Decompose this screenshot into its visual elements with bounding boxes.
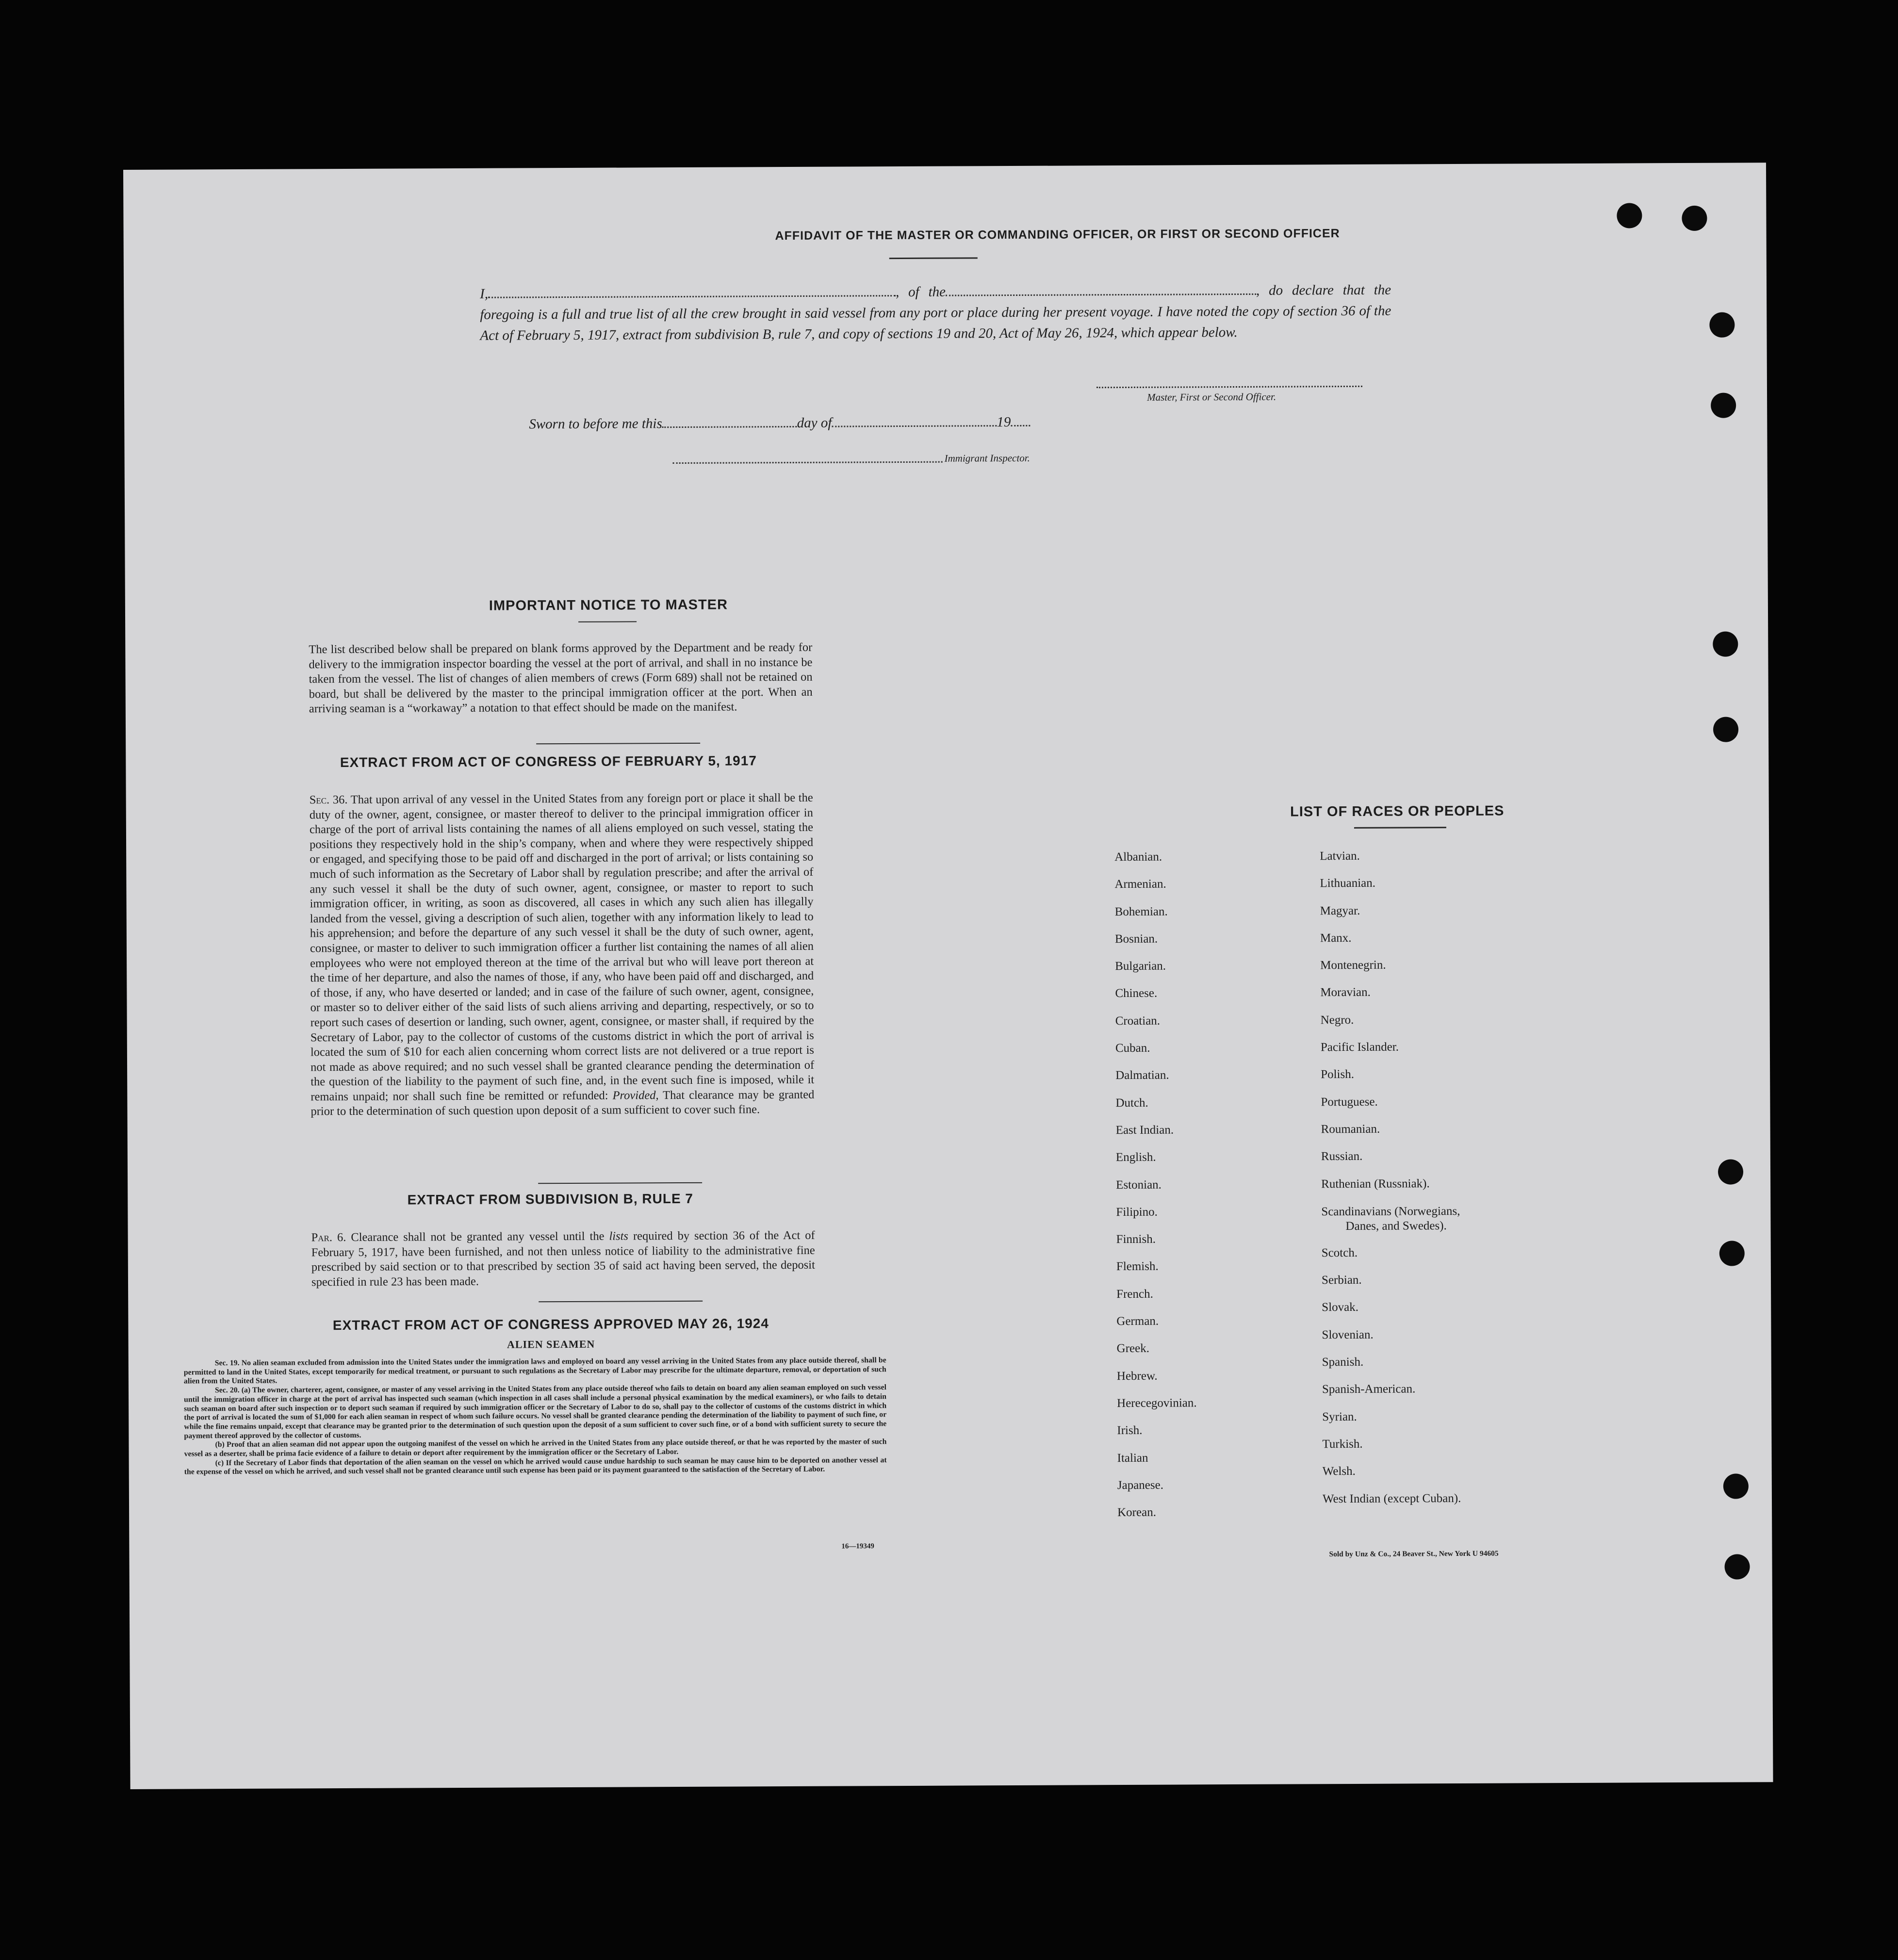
race-item: Chinese.: [1115, 987, 1158, 1000]
par-6-label: Par. 6.: [311, 1231, 346, 1244]
lists-word: lists: [609, 1229, 628, 1243]
punch-hole: [1723, 1473, 1749, 1499]
race-item: Spanish.: [1322, 1355, 1364, 1369]
race-item: Scandinavians (Norwegians,: [1321, 1204, 1460, 1219]
race-item: Bosnian.: [1114, 932, 1158, 946]
form-page: [123, 163, 1773, 1789]
rule7-body: [286, 1228, 816, 1290]
race-item: Dalmatian.: [1115, 1068, 1169, 1082]
races-title: LIST OF RACES OR PEOPLES: [1290, 803, 1505, 820]
signature-line: [1096, 382, 1362, 388]
inspector-label: Immigrant Inspector.: [944, 452, 1030, 464]
races-right-column: [1320, 842, 1461, 1513]
sworn-prefix: Sworn to before me this: [529, 416, 662, 432]
race-item: Turkish.: [1322, 1437, 1363, 1451]
race-item: Hebrew.: [1116, 1369, 1158, 1383]
notice-body: [283, 640, 813, 717]
sec-36-text: [284, 791, 815, 1120]
sec-20c-text: (c) If the Secretary of Labor finds that deportation of the alien seaman on the vessel on which he arrived would cause undue hardship to such seaman he may cause him to be deported on another vessel at the expense of the vessel on which he arrived, and such vessel shall not be granted clearance until such expense has been paid or its payment guaranteed to the satisfaction of the Secretary of Labor.: [184, 1455, 887, 1476]
divider: [536, 743, 700, 744]
affidavit-of-the: , of the: [895, 284, 946, 300]
vessel-blank: [946, 285, 1256, 296]
sec-36-part-a: That upon arrival of any vessel in the United States from any foreign port or place it shall be the duty of the owner, agent, consignee, or master thereof to deliver to the principal immigration officer in charge of the port of arrival lists containing the names of all aliens employed on such vessel, stating the positions they respectively hold in the ship’s company, when and where they were respectively shipped or engaged, and specifying those to be paid off and discharged in the port of arrival; or lists containing so much of such information as the Secretary of Labor shall by regulation prescribe; and after the arrival of any such vessel it shall be the duty of such owner, agent, consignee, or master to report to such immigration officer, in writing, as soon as discovered, all cases in which any such alien has illegally landed from the vessel, giving a description of such alien, together with any information likely to lead to his apprehension; and before the departure of any such vessel it shall be the duty of such owner, agent, consignee, or master to deliver to such immigration officer a further list containing the names of all alien employees who were not employed thereon at the time of the arrival but who will leave port thereon at the time of her departure, and also the names of those, if any, who have been paid off and discharged, and of those, if any, who have deserted or landed; and in case of the failure of such owner, agent, consignee, or master so to deliver either of the said lists of such aliens arriving and departing, respectively, or so to report such cases of desertion or landing, such owner, agent, consignee, or master shall, if required by the Secretary of Labor, pay to the collector of customs of the customs district in which the port of arrival is located the sum of $10 for each alien concerning whom correct lists are not delivered or a true report is not made as above required; and no such vessel shall be granted clearance pending the determination of the question of the liability to the payment of such fine, and, in the event such fine is imposed, while it remains unpaid; nor shall such fine be remitted or refunded:: [309, 791, 815, 1104]
race-item: Magyar.: [1320, 904, 1360, 917]
signature-label: Master, First or Second Officer.: [1147, 391, 1276, 403]
notice-text: The list described below shall be prepared on blank forms approved by the Department and be ready for delivery to the immigration inspector boarding the vessel at the port of arrival, and shall in no instance be taken from the vessel. The list of changes of alien members of crews (Form 689) shall not be retained on board, but shall be delivered by the master to the principal immigration officer at the port. When an arriving seaman is a “workaway” a notation to that effect should be made on the manifest.: [309, 640, 813, 716]
sec-36-part-b: That clearance may be granted prior to the determination of such question upon deposit of a sum sufficient to cover such fine.: [311, 1088, 815, 1118]
year-prefix: 19: [997, 414, 1011, 430]
race-item: Moravian.: [1320, 986, 1371, 999]
inspector-line: [673, 457, 943, 464]
race-item: Estonian.: [1116, 1178, 1162, 1192]
year-blank: [1011, 416, 1030, 426]
race-item: Finnish.: [1116, 1232, 1156, 1246]
punch-hole: [1711, 393, 1736, 418]
divider: [1354, 827, 1446, 829]
race-item: Russian.: [1321, 1150, 1363, 1163]
divider: [538, 1182, 702, 1184]
printer-imprint: Sold by Unz & Co., 24 Beaver St., New York U 94605: [1329, 1549, 1499, 1559]
day-of-label: day of: [797, 415, 832, 431]
race-item: Irish.: [1117, 1424, 1143, 1437]
race-item: English.: [1115, 1150, 1156, 1164]
day-blank: [662, 417, 797, 428]
race-item: Greek.: [1116, 1342, 1150, 1356]
race-item: East Indian.: [1115, 1123, 1174, 1137]
par-6-part-a: Clearance shall not be granted any vessel until the: [351, 1229, 605, 1244]
race-item: Ruthenian (Russniak).: [1321, 1176, 1430, 1191]
race-item: Syrian.: [1322, 1410, 1357, 1423]
punch-hole: [1682, 206, 1707, 231]
punch-hole: [1718, 1159, 1743, 1184]
race-item: Polish.: [1321, 1068, 1355, 1081]
punch-hole: [1709, 312, 1734, 338]
punch-hole: [1713, 631, 1738, 656]
race-item: Slovenian.: [1322, 1328, 1374, 1341]
race-item: Cuban.: [1115, 1041, 1150, 1055]
race-item: Herecegovinian.: [1117, 1396, 1197, 1410]
race-item: Manx.: [1320, 931, 1352, 945]
race-item: Italian: [1117, 1451, 1148, 1465]
sworn-line: [529, 414, 1030, 433]
affidavit-body: that the foregoing is a full and true list of all the crew brought in said vessel from any port or place during her present voyage. I have noted the copy of section 36 of the Act of February 5, 1917, extract from subdivision B, rule 7, and copy of sections 19 and 20, Act of May 26, 1924, which appear below.: [480, 282, 1391, 343]
race-item: Bohemian.: [1114, 905, 1168, 918]
sec-19-text: Sec. 19. No alien seaman excluded from admission into the United States under the immigration laws and employed on board any vessel arriving in the United States from any place outside thereof, shall be permitted to land in the United States, except temporarily for medical treatment, or pursuant to such regulations as the Secretary of Labor may prescribe for the ultimate departure, removal, or deportation of such alien from the United States.: [183, 1356, 886, 1386]
race-item: Armenian.: [1114, 877, 1166, 891]
par-6-text: [286, 1228, 816, 1290]
form-number: 16—19349: [841, 1542, 874, 1551]
extract-1917-body: [284, 791, 815, 1120]
extract-1924-body: [184, 1356, 887, 1477]
race-item: West Indian (except Cuban).: [1322, 1491, 1461, 1505]
race-item: Korean.: [1117, 1505, 1156, 1519]
race-item: Slovak.: [1322, 1301, 1359, 1314]
rule7-title: EXTRACT FROM SUBDIVISION B, RULE 7: [407, 1191, 694, 1208]
punch-hole: [1713, 717, 1738, 742]
sec-20b-text: (b) Proof that an alien seaman did not appear upon the outgoing manifest of the vessel on which he arrived in the United States from any place outside thereof, or that he was reported by the master of such vessel as a deserter, shall be prima facie evidence of a failure to detain or deport after requirement by the immigration officer or the Secretary of Labor.: [184, 1437, 887, 1458]
month-blank: [832, 416, 997, 427]
extract-1924-title: EXTRACT FROM ACT OF CONGRESS APPROVED MAY 26, 1924: [332, 1316, 769, 1333]
race-item: Montenegrin.: [1320, 958, 1386, 972]
divider: [578, 621, 637, 622]
race-item: Serbian.: [1321, 1274, 1362, 1287]
race-item: Scotch.: [1321, 1246, 1358, 1260]
race-item: Pacific Islander.: [1320, 1040, 1399, 1054]
sec-36-label: Sec. 36.: [309, 793, 348, 807]
race-item: Danes, and Swedes).: [1345, 1219, 1447, 1233]
race-item: German.: [1116, 1314, 1159, 1328]
race-item: Spanish-American.: [1322, 1382, 1416, 1396]
race-item: Negro.: [1320, 1013, 1354, 1027]
affidavit-title: AFFIDAVIT OF THE MASTER OR COMMANDING OFFICER, OR FIRST OR SECOND OFFICER: [775, 227, 1340, 243]
divider: [539, 1301, 703, 1302]
sec-20a-text: Sec. 20. (a) The owner, charterer, agent, consignee, or master of any vessel arriving in the United States from any place outside thereof who fails to detain on board any alien seaman employed on such vessel until the immigration officer in charge at the port of arrival has inspected such seaman (which inspection in all cases shall include a personal physical examination by the medical examiners), or who fails to detain such seaman on board after such inspection or to deport such seaman if required by such immigration officer or the Secretary of Labor to do so, shall pay to the collector of customs of the customs district in which the port of arrival is located the sum of $1,000 for each alien seaman in respect of whom such failure occurs. No vessel shall be granted clearance pending the determination of the liability to payment of such fine, or while the fine remains unpaid, except that clearance may be granted prior to the determination of such question upon the deposit of a sum sufficient to cover such fine, or of a bond with sufficient surety to secure the payment thereof approved by the collector of customs.: [184, 1383, 887, 1440]
race-item: Filipino.: [1116, 1205, 1158, 1219]
race-item: Portuguese.: [1321, 1095, 1378, 1109]
par-6-part-b: required by section 36 of the Act of February 5, 1917, have been furnished, and not then unless notice of liability to the administrative fine prescribed by said section or to that prescribed by section 35 of said act having been served, the deposit specified in rule 23 has been made.: [311, 1228, 815, 1289]
name-blank: [488, 286, 896, 298]
alien-seamen-subtitle: ALIEN SEAMEN: [507, 1338, 595, 1351]
affidavit-statement: [480, 280, 1391, 346]
punch-hole: [1617, 203, 1642, 228]
race-item: French.: [1116, 1287, 1153, 1301]
race-item: Albanian.: [1114, 850, 1162, 864]
affidavit-do-declare: , do declare: [1256, 282, 1334, 298]
race-item: Bulgarian.: [1115, 959, 1166, 973]
punch-hole: [1724, 1554, 1750, 1579]
provided-word: Provided,: [612, 1089, 659, 1102]
race-item: Latvian.: [1320, 849, 1360, 863]
race-item: Flemish.: [1116, 1260, 1159, 1274]
race-item: Lithuanian.: [1320, 877, 1376, 890]
extract-1917-title: EXTRACT FROM ACT OF CONGRESS OF FEBRUARY 5, 1917: [340, 753, 757, 770]
race-item: Croatian.: [1115, 1014, 1161, 1028]
affidavit-i: I,: [480, 286, 489, 302]
race-item: Roumanian.: [1321, 1122, 1380, 1136]
race-item: Dutch.: [1115, 1096, 1148, 1110]
race-item: Welsh.: [1322, 1465, 1356, 1478]
races-left-column: [1114, 843, 1197, 1526]
divider: [889, 257, 978, 259]
race-item: Japanese.: [1117, 1478, 1164, 1492]
punch-hole: [1719, 1241, 1745, 1266]
notice-title: IMPORTANT NOTICE TO MASTER: [489, 597, 728, 614]
